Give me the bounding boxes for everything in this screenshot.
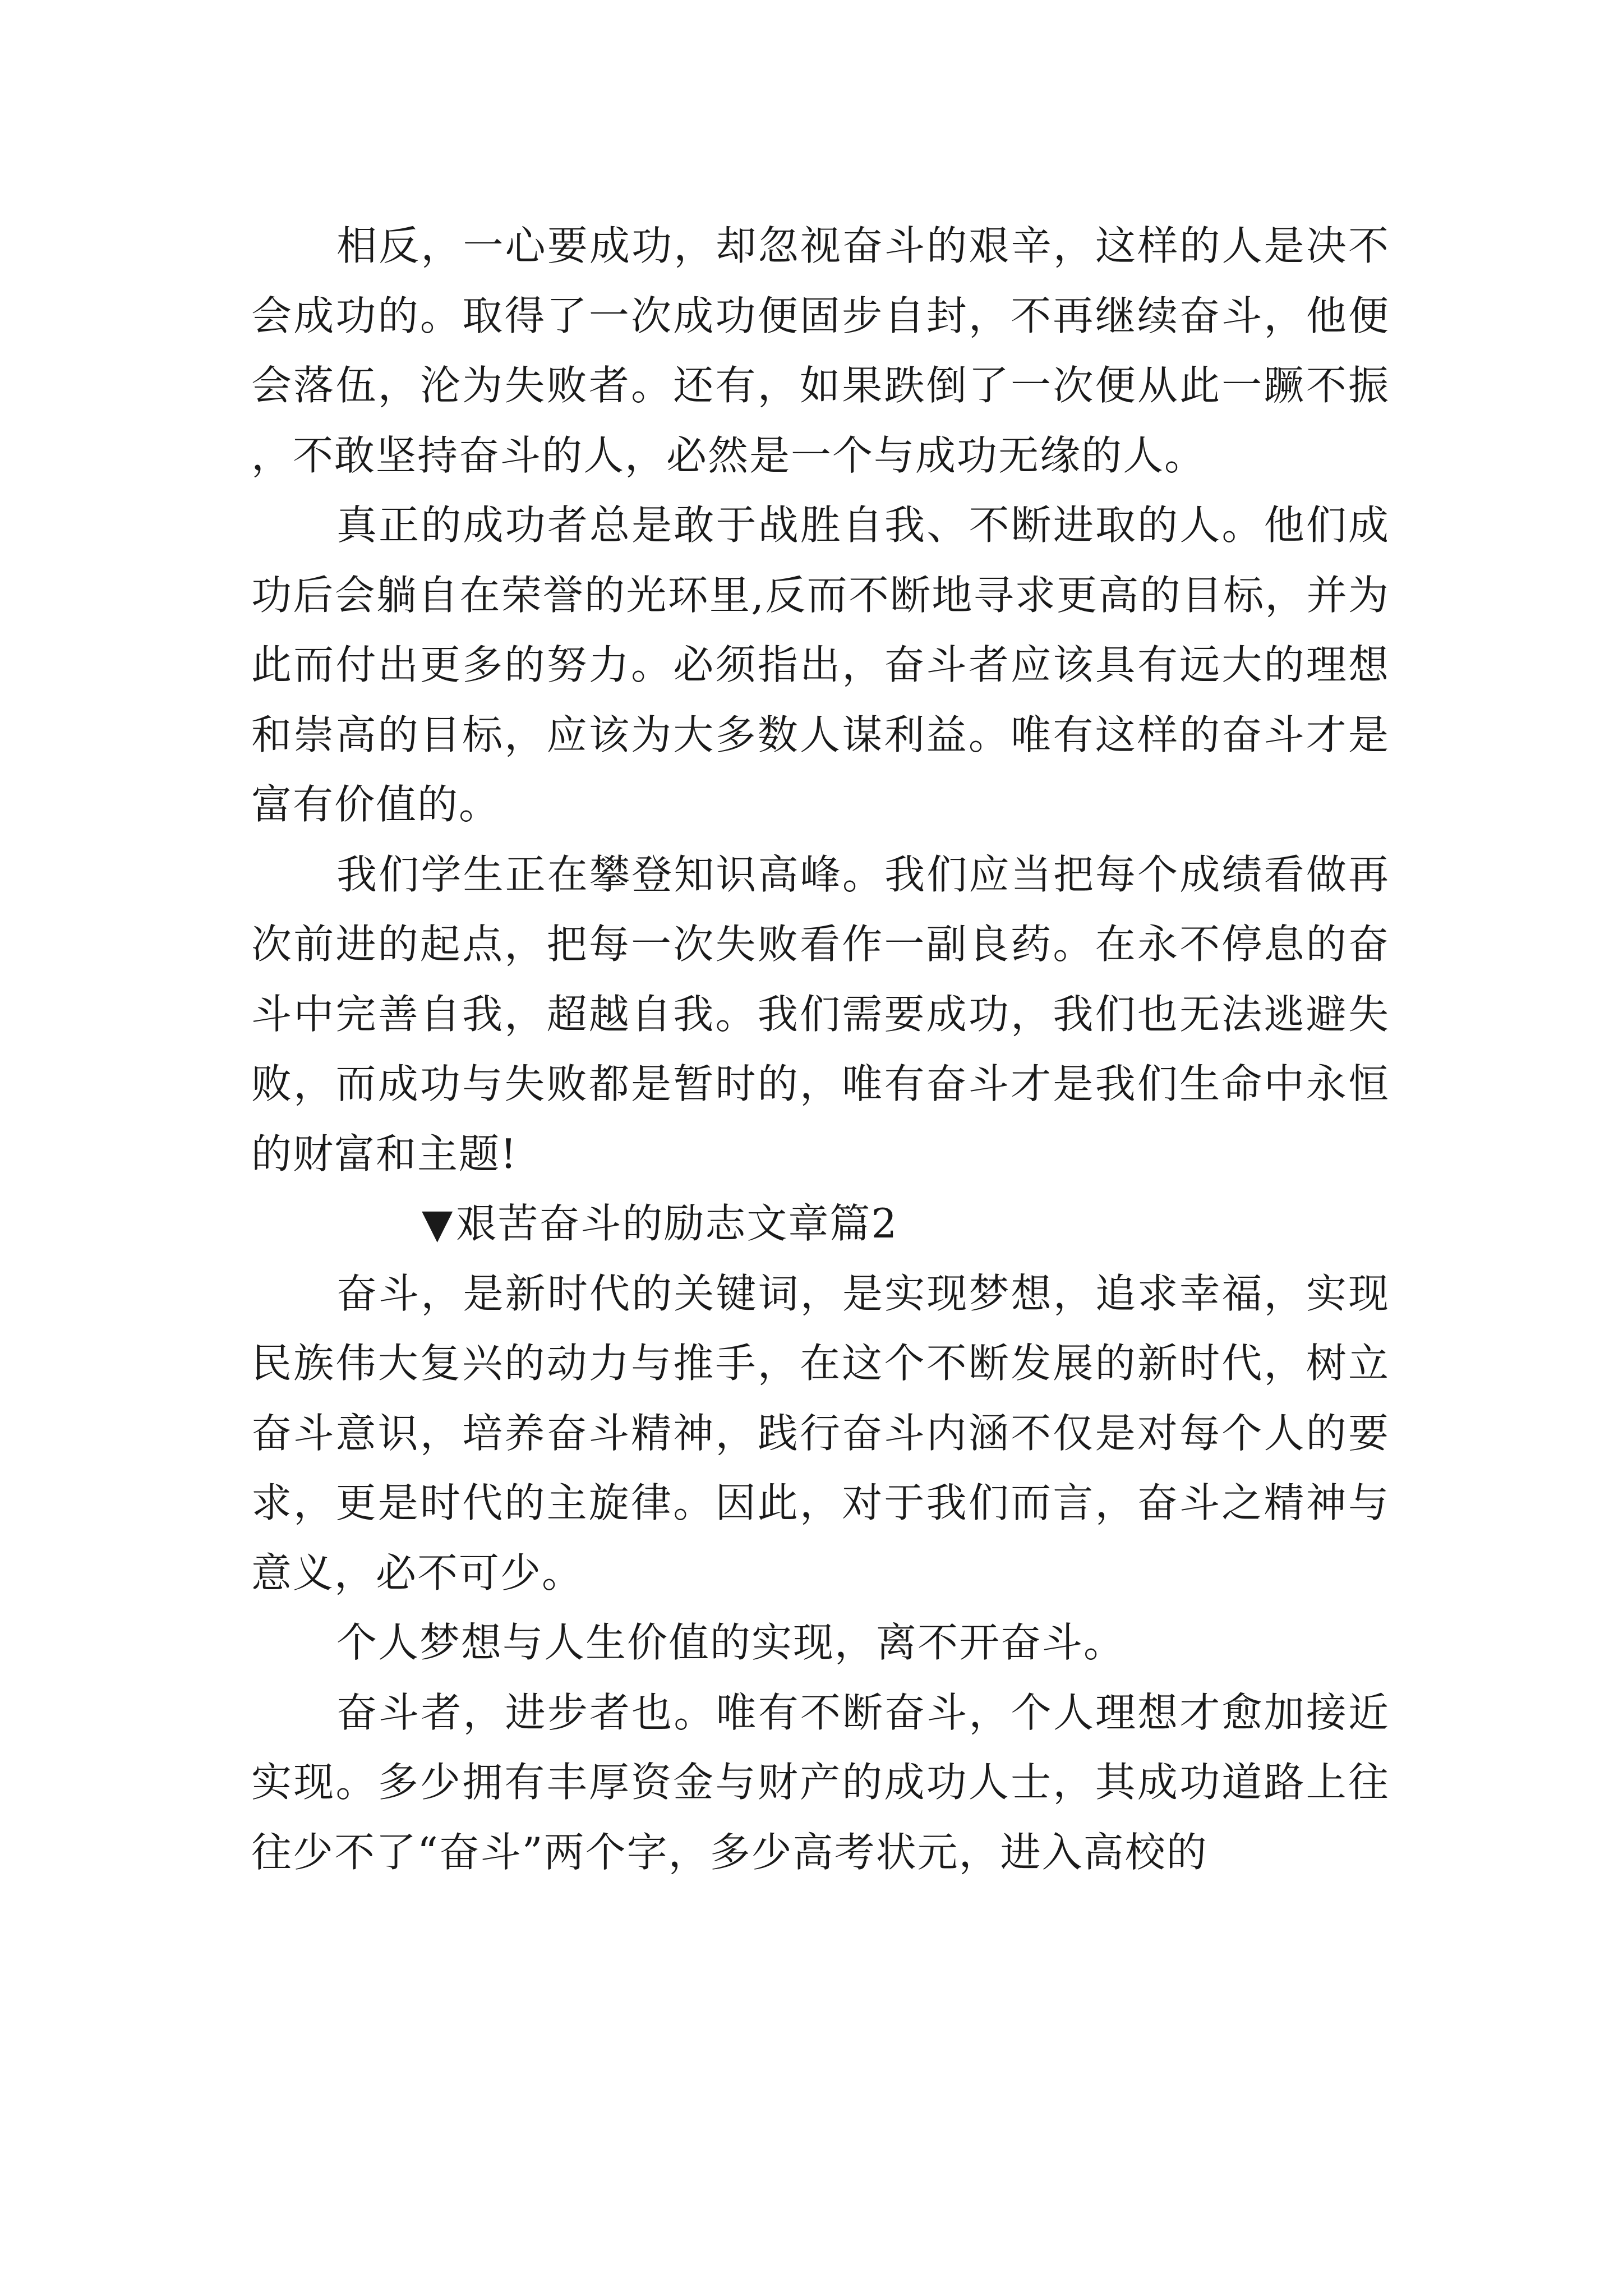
paragraph: 我们学生正在攀登知识高峰。我们应当把每个成绩看做再次前进的起点，把每一次失败看作一副良药。在永不停息的奋斗中完善自我，超越自我。我们需要成功，我们也无法逃避失败，而成功与失败都是暂时的，唯有奋斗才是我们生命中永恒的财富和主题! [251,850,1390,1177]
section-heading [251,1189,1390,1259]
document-body [251,211,1390,1887]
paragraph: 奋斗，是新时代的关键词，是实现梦想，追求幸福，实现民族伟大复兴的动力与推手，在这个不断发展的新时代，树立奋斗意识，培养奋斗精神，践行奋斗内涵不仅是对每个人的要求，更是时代的主旋律。因此，对于我们而言，奋斗之精神与意义，必不可少。 [251,1269,1390,1596]
paragraph: 相反，一心要成功，却忽视奋斗的艰辛，这样的人是决不会成功的。取得了一次成功便固步自封，不再继续奋斗，他便会落伍，沦为失败者。还有，如果跌倒了一次便从此一蹶不振，不敢坚持奋斗的人，必然是一个与成功无缘的人。 [251,222,1390,479]
paragraph: 奋斗者，进步者也。唯有不断奋斗，个人理想才愈加接近实现。多少拥有丰厚资金与财产的成功人士，其成功道路上往往少不了“奋斗”两个字，多少高考状元，进入高校的 [251,1688,1390,1876]
section-heading-text: 艰苦奋斗的励志文章篇2 [456,1200,898,1247]
triangle-down-icon: ▼ [422,1200,454,1247]
paragraph: 真正的成功者总是敢于战胜自我、不断进取的人。他们成功后会躺自在荣誉的光环里,反而不断地寻求更高的目标，并为此而付出更多的努力。必须指出，奋斗者应该具有远大的理想和崇高的目标，应该为大多数人谋利益。唯有这样的奋斗才是富有价值的。 [251,501,1390,828]
paragraph: 个人梦想与人生价值的实现，离不开奋斗。 [336,1619,1126,1666]
